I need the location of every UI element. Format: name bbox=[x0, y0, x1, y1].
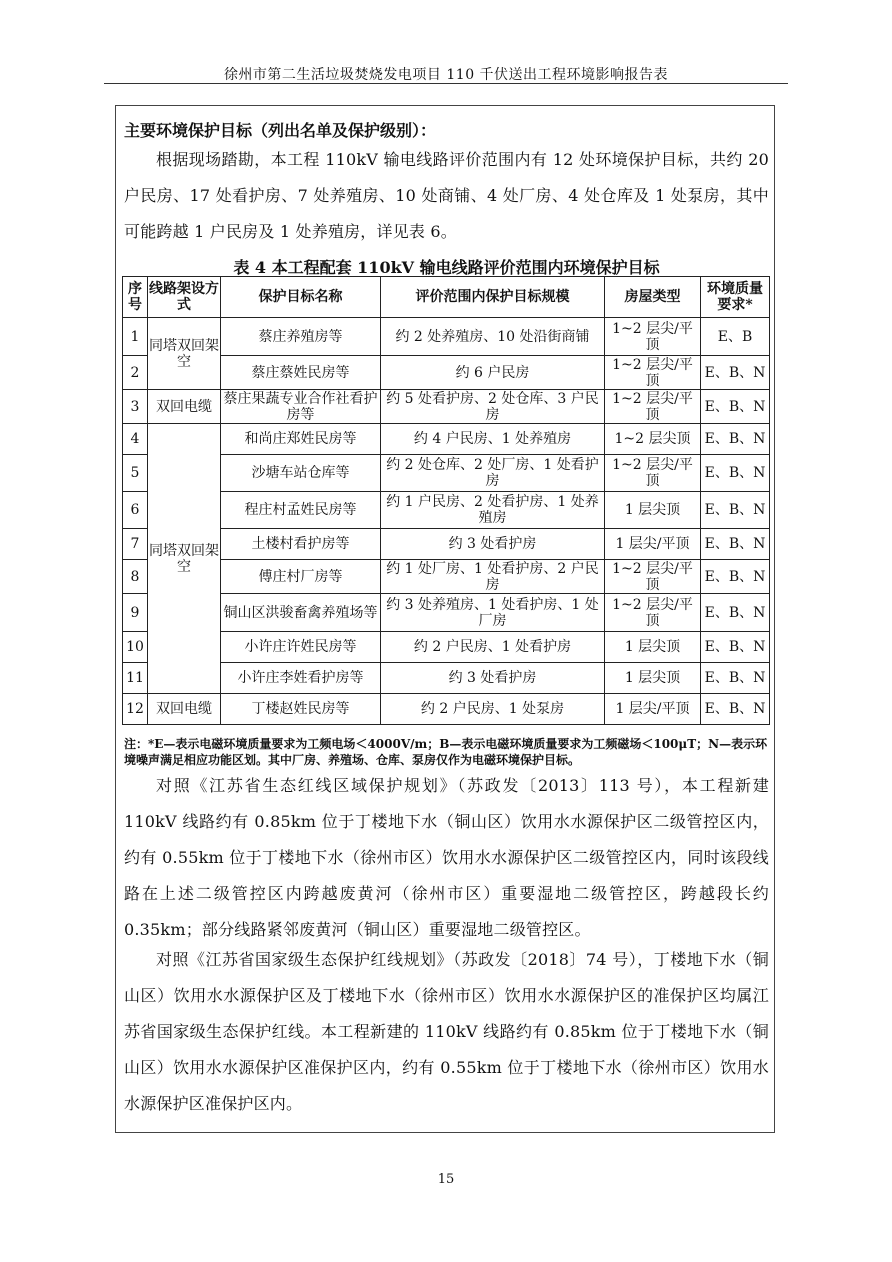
cell-scale: 约 2 户民房、1 处泵房 bbox=[381, 694, 605, 725]
national-redline-paragraph: 对照《江苏省国家级生态保护红线规划》（苏政发〔2018〕74 号），丁楼地下水（铜山区）饮用水水源保护区及丁楼地下水（徐州市区）饮用水水源保护区的准保护区均属江苏省国家级生态保护红线。本工程新建的 110kV 线路约有 0.85km 位于丁楼地下水（铜山区）饮用水水源保护区准保护区内，约有 0.55km 位于丁楼地下水（徐州市区）饮用水水源保护区准保护区内。 bbox=[124, 950, 769, 1113]
section-heading: 主要环境保护目标（列出名单及保护级别）： bbox=[124, 121, 437, 140]
table-row bbox=[123, 694, 770, 725]
cell-name: 土楼村看护房等 bbox=[221, 529, 381, 560]
cell-house: 1 层尖顶 bbox=[605, 492, 701, 529]
cell-method: 同塔双回架空 bbox=[148, 424, 221, 694]
cell-scale: 约 4 户民房、1 处养殖房 bbox=[381, 424, 605, 455]
cell-no: 11 bbox=[123, 663, 148, 694]
cell-quality: E、B、N bbox=[701, 694, 770, 725]
cell-scale: 约 3 处养殖房、1 处看护房、1 处厂房 bbox=[381, 594, 605, 632]
cell-method: 同塔双回架空 bbox=[148, 318, 221, 390]
cell-scale: 约 1 户民房、2 处看护房、1 处养殖房 bbox=[381, 492, 605, 529]
cell-name: 蔡庄果蔬专业合作社看护房等 bbox=[221, 390, 381, 424]
page-number: 15 bbox=[437, 1172, 455, 1187]
cell-house: 1 层尖/平顶 bbox=[605, 694, 701, 725]
cell-no: 7 bbox=[123, 529, 148, 560]
table-row bbox=[123, 455, 770, 492]
cell-no: 4 bbox=[123, 424, 148, 455]
cell-no: 8 bbox=[123, 560, 148, 594]
cell-quality: E、B、N bbox=[701, 356, 770, 390]
cell-no: 6 bbox=[123, 492, 148, 529]
cell-quality: E、B、N bbox=[701, 390, 770, 424]
cell-scale: 约 2 处养殖房、10 处沿街商铺 bbox=[381, 318, 605, 356]
cell-house: 1~2 层尖/平顶 bbox=[605, 560, 701, 594]
table-header-row bbox=[123, 277, 770, 318]
running-header: 徐州市第二生活垃圾焚烧发电项目 110 千伏送出工程环境影响报告表 bbox=[223, 67, 669, 83]
table-note: 注：*E—表示电磁环境质量要求为工频电场＜4000V/m；B—表示电磁环境质量要求为工频磁场＜100μT；N—表示环境噪声满足相应功能区划。其中厂房、养殖场、仓库、泵房仅作为电磁环境保护目标。 bbox=[124, 737, 768, 767]
cell-quality: E、B、N bbox=[701, 632, 770, 663]
cell-house: 1~2 层尖/平顶 bbox=[605, 455, 701, 492]
protection-targets-table bbox=[122, 276, 770, 725]
cell-name: 和尚庄郑姓民房等 bbox=[221, 424, 381, 455]
table-row bbox=[123, 424, 770, 455]
table-row bbox=[123, 318, 770, 356]
header-no: 序号 bbox=[123, 277, 148, 318]
cell-quality: E、B、N bbox=[701, 663, 770, 694]
cell-scale: 约 1 处厂房、1 处看护房、2 户民房 bbox=[381, 560, 605, 594]
cell-no: 1 bbox=[123, 318, 148, 356]
cell-quality: E、B bbox=[701, 318, 770, 356]
cell-house: 1~2 层尖/平顶 bbox=[605, 594, 701, 632]
cell-house: 1~2 层尖/平顶 bbox=[605, 318, 701, 356]
cell-quality: E、B、N bbox=[701, 492, 770, 529]
cell-scale: 约 3 处看护房 bbox=[381, 663, 605, 694]
cell-name: 傅庄村厂房等 bbox=[221, 560, 381, 594]
cell-name: 蔡庄养殖房等 bbox=[221, 318, 381, 356]
cell-no: 5 bbox=[123, 455, 148, 492]
cell-scale: 约 6 户民房 bbox=[381, 356, 605, 390]
cell-name: 铜山区洪骏畜禽养殖场等 bbox=[221, 594, 381, 632]
header-house: 房屋类型 bbox=[605, 277, 701, 318]
header-scale: 评价范围内保护目标规模 bbox=[381, 277, 605, 318]
cell-quality: E、B、N bbox=[701, 455, 770, 492]
cell-quality: E、B、N bbox=[701, 529, 770, 560]
cell-no: 2 bbox=[123, 356, 148, 390]
cell-name: 程庄村孟姓民房等 bbox=[221, 492, 381, 529]
cell-house: 1~2 层尖/平顶 bbox=[605, 356, 701, 390]
table-row bbox=[123, 560, 770, 594]
cell-house: 1 层尖顶 bbox=[605, 632, 701, 663]
table-row bbox=[123, 594, 770, 632]
cell-name: 小许庄许姓民房等 bbox=[221, 632, 381, 663]
table-row bbox=[123, 356, 770, 390]
cell-house: 1 层尖/平顶 bbox=[605, 529, 701, 560]
header-method: 线路架设方式 bbox=[148, 277, 221, 318]
header-rule bbox=[104, 83, 788, 84]
table-row bbox=[123, 529, 770, 560]
cell-method: 双回电缆 bbox=[148, 694, 221, 725]
header-quality: 环境质量要求* bbox=[701, 277, 770, 318]
table-caption: 表 4 本工程配套 110kV 输电线路评价范围内环境保护目标 bbox=[233, 258, 660, 277]
cell-scale: 约 2 处仓库、2 处厂房、1 处看护房 bbox=[381, 455, 605, 492]
ecological-redline-paragraph: 对照《江苏省生态红线区域保护规划》（苏政发〔2013〕113 号），本工程新建 110kV 线路约有 0.85km 位于丁楼地下水（铜山区）饮用水水源保护区二级管控区内，约有 0.55km 位于丁楼地下水（徐州市区）饮用水水源保护区二级管控区内，同时该段线路在上述二级管控区内跨越废黄河（徐州市区）重要湿地二级管控区，跨越段长约 0.35km；部分线路紧邻废黄河（铜山区）重要湿地二级管控区。 bbox=[124, 776, 769, 939]
cell-scale: 约 2 户民房、1 处看护房 bbox=[381, 632, 605, 663]
cell-no: 10 bbox=[123, 632, 148, 663]
cell-method: 双回电缆 bbox=[148, 390, 221, 424]
cell-scale: 约 5 处看护房、2 处仓库、3 户民房 bbox=[381, 390, 605, 424]
cell-name: 沙塘车站仓库等 bbox=[221, 455, 381, 492]
cell-no: 12 bbox=[123, 694, 148, 725]
cell-house: 1~2 层尖/平顶 bbox=[605, 390, 701, 424]
table-row bbox=[123, 663, 770, 694]
cell-quality: E、B、N bbox=[701, 424, 770, 455]
cell-house: 1~2 层尖顶 bbox=[605, 424, 701, 455]
cell-name: 小许庄李姓看护房等 bbox=[221, 663, 381, 694]
cell-name: 丁楼赵姓民房等 bbox=[221, 694, 381, 725]
table-row bbox=[123, 492, 770, 529]
table-row bbox=[123, 632, 770, 663]
cell-no: 3 bbox=[123, 390, 148, 424]
cell-scale: 约 3 处看护房 bbox=[381, 529, 605, 560]
cell-name: 蔡庄蔡姓民房等 bbox=[221, 356, 381, 390]
intro-paragraph: 根据现场踏勘，本工程 110kV 输电线路评价范围内有 12 处环境保护目标，共约 20 户民房、17 处看护房、7 处养殖房、10 处商铺、4 处厂房、4 处仓库及 1 处泵房，其中可能跨越 1 户民房及 1 处养殖房，详见表 6。 bbox=[124, 150, 769, 241]
cell-no: 9 bbox=[123, 594, 148, 632]
cell-quality: E、B、N bbox=[701, 594, 770, 632]
table-row bbox=[123, 390, 770, 424]
header-name: 保护目标名称 bbox=[221, 277, 381, 318]
cell-house: 1 层尖顶 bbox=[605, 663, 701, 694]
cell-quality: E、B、N bbox=[701, 560, 770, 594]
